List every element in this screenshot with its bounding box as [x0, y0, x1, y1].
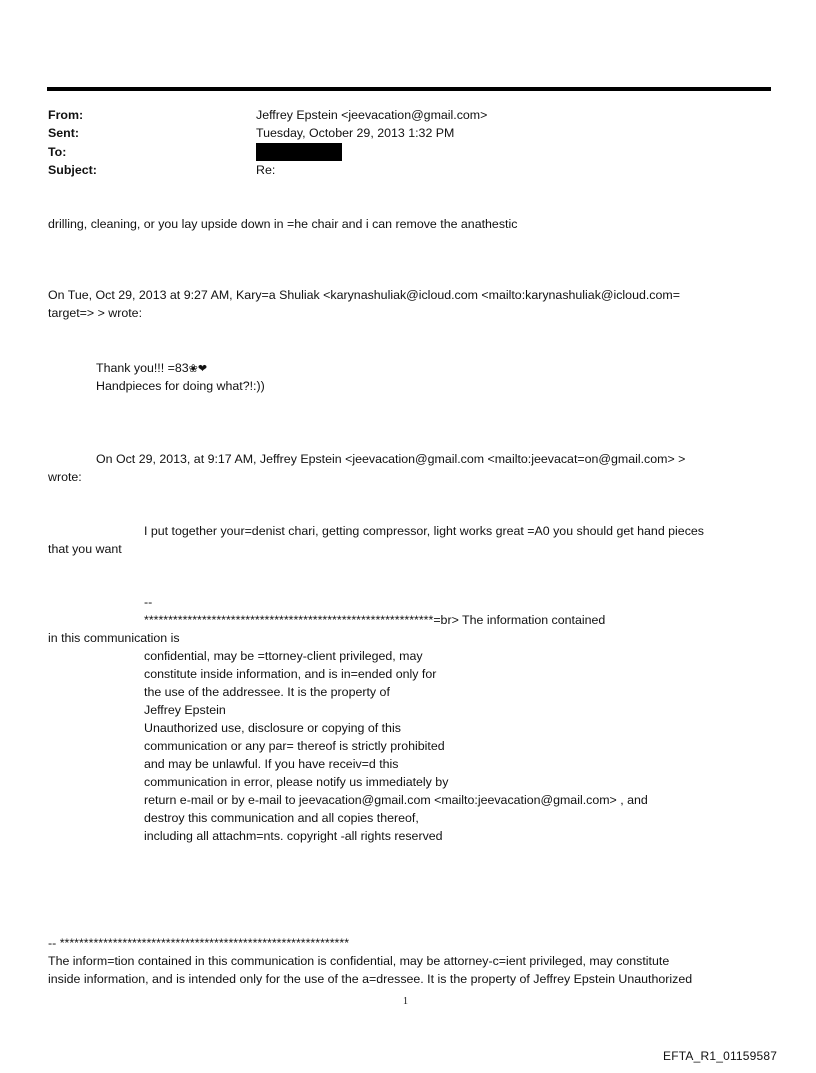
from-label: From:: [48, 108, 84, 122]
footer-line2: inside information, and is intended only for the use of the a=dressee. It is the property of Jeffrey Epstein Unauthorized: [48, 972, 693, 986]
disclaimer-line: constitute inside information, and is in=ended only for: [144, 667, 437, 681]
redaction-box: [256, 143, 342, 161]
signature-stars: ************************************************************=br> The information contained: [144, 613, 606, 627]
quote1-intro-line2: target=> > wrote:: [48, 306, 143, 320]
disclaimer-line: and may be unlawful. If you have receiv=d this: [144, 757, 399, 771]
disclaimer-line: return e-mail or by e-mail to jeevacation@gmail.com <mailto:jeevacation@gmail.com> , and: [144, 793, 648, 807]
page-number: 1: [403, 996, 408, 1007]
subject-label: Subject:: [48, 163, 97, 177]
quote1-intro-line1: On Tue, Oct 29, 2013 at 9:27 AM, Kary=a Shuliak <karynashuliak@icloud.com <mailto:karynashuliak@icloud.com=: [48, 288, 680, 302]
from-value: Jeffrey Epstein <jeevacation@gmail.com>: [256, 108, 488, 122]
sent-value: Tuesday, October 29, 2013 1:32 PM: [256, 126, 455, 140]
header-rule: [47, 87, 771, 91]
footer-stars: -- ************************************************************: [48, 936, 350, 950]
reply-text: drilling, cleaning, or you lay upside down in =he chair and i can remove the anathestic: [48, 217, 518, 231]
quote2-line2: that you want: [48, 542, 122, 556]
disclaimer-line: communication or any par= thereof is strictly prohibited: [144, 739, 445, 753]
emoji-icon: ❀❤: [188, 362, 208, 375]
subject-value: Re:: [256, 163, 276, 177]
quote1-line1-text: Thank you!!! =83: [96, 361, 189, 375]
disclaimer-line: including all attachm=nts. copyright -all rights reserved: [144, 829, 443, 843]
footer-line1: The inform=tion contained in this communication is confidential, may be attorney-c=ient privileged, may constitute: [48, 954, 670, 968]
sent-label: Sent:: [48, 126, 79, 140]
quote2-line1: I put together your=denist chari, getting compressor, light works great =A0 you should get hand pieces: [144, 524, 704, 538]
disclaimer-line: destroy this communication and all copies thereof,: [144, 811, 419, 825]
to-label: To:: [48, 145, 67, 159]
signature-continuation: in this communication is: [48, 631, 180, 645]
disclaimer-line: confidential, may be =ttorney-client privileged, may: [144, 649, 423, 663]
quote2-intro-line1: On Oct 29, 2013, at 9:17 AM, Jeffrey Epstein <jeevacation@gmail.com <mailto:jeevacat=on@gmail.com> >: [96, 452, 686, 466]
disclaimer-line: communication in error, please notify us immediately by: [144, 775, 449, 789]
signature-dashes: --: [144, 595, 153, 609]
quote2-intro-line2: wrote:: [48, 470, 82, 484]
disclaimer-line: Jeffrey Epstein: [144, 703, 226, 717]
quote1-line2: Handpieces for doing what?!:)): [96, 379, 265, 393]
disclaimer-line: the use of the addressee. It is the property of: [144, 685, 390, 699]
quote1-line1: [96, 361, 207, 375]
bates-number: EFTA_R1_01159587: [663, 1049, 778, 1063]
disclaimer-line: Unauthorized use, disclosure or copying of this: [144, 721, 401, 735]
